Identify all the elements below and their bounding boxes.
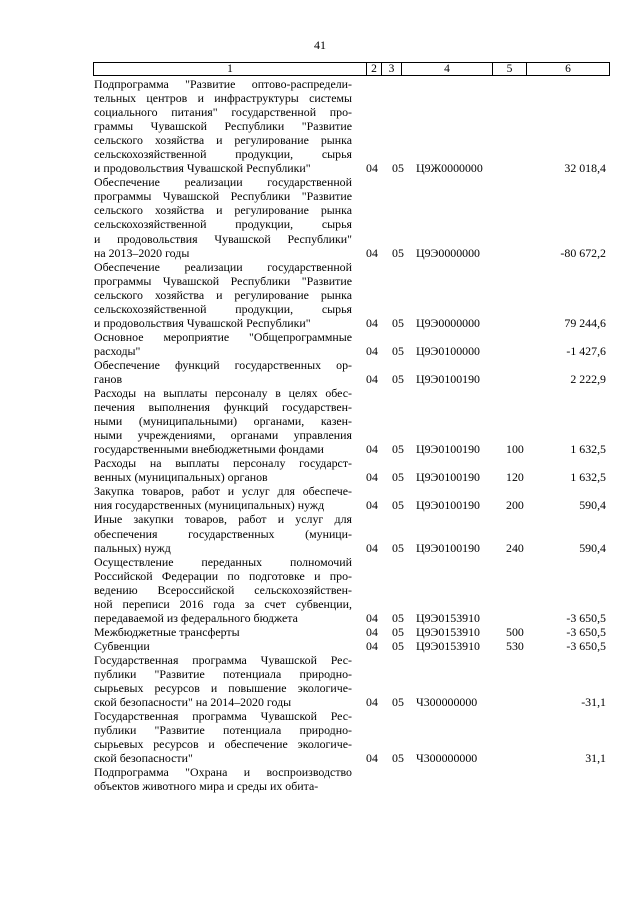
table-row [94, 358, 614, 386]
subsection-code: 05 [392, 751, 404, 766]
description-line: публики "Развитие потенциала природно- [94, 723, 352, 738]
target-article-code: Ц9Э0000000 [416, 245, 480, 260]
expense-type-code: 500 [506, 624, 524, 639]
amount: -1 427,6 [566, 343, 606, 358]
column-header-3: 3 [382, 63, 402, 76]
column-header-row [93, 62, 610, 76]
section-code: 04 [366, 371, 378, 386]
description-line: Закупка товаров, работ и услуг для обеспече- [94, 484, 352, 499]
description-line: сельскохозяйственной продукции, сырья [94, 301, 352, 316]
description-line: ганов [94, 371, 123, 386]
description-line: Субвенции [94, 638, 150, 653]
table-row [94, 77, 614, 175]
description-line: Обеспечение реализации государственной [94, 259, 352, 274]
description-line: Основное мероприятие "Общепрограммные [94, 329, 352, 344]
row-description [94, 512, 352, 554]
section-code: 04 [366, 610, 378, 625]
target-article-code: Ц9Э0100190 [416, 540, 480, 555]
subsection-code: 05 [392, 638, 404, 653]
table-row [94, 512, 614, 554]
subsection-code: 05 [392, 442, 404, 457]
column-header-5: 5 [493, 63, 527, 76]
table-row [94, 456, 614, 484]
table-row [94, 175, 614, 259]
subsection-code: 05 [392, 695, 404, 710]
expense-type-code: 200 [506, 498, 524, 513]
subsection-code: 05 [392, 343, 404, 358]
description-line: сырьевых ресурсов и обеспечение экологиче- [94, 737, 352, 752]
section-code: 04 [366, 638, 378, 653]
amount: -3 650,5 [566, 624, 606, 639]
description-line: ной переписи 2016 года за счет субвенции, [94, 596, 352, 611]
table-row [94, 386, 614, 456]
row-description [94, 709, 352, 765]
target-article-code: Ц9Э0000000 [416, 315, 480, 330]
row-description [94, 484, 352, 512]
description-line: тельных центров и инфраструктуры системы [94, 91, 352, 106]
description-line: публики "Развитие потенциала природно- [94, 666, 352, 681]
section-code: 04 [366, 343, 378, 358]
subsection-code: 05 [392, 161, 404, 176]
target-article-code: Ц9Ж0000000 [416, 161, 483, 176]
description-line: Подпрограмма "Развитие оптово-распредели- [94, 77, 352, 91]
description-line: сельского хозяйства и регулирование рынка [94, 287, 352, 302]
section-code: 04 [366, 442, 378, 457]
target-article-code: Ч300000000 [416, 695, 478, 710]
description-line: ской безопасности" на 2014–2020 годы [94, 695, 292, 710]
description-line: и продовольствия Чувашской Республики" [94, 231, 352, 246]
description-line: сельскохозяйственной продукции, сырья [94, 217, 352, 232]
expense-type-code: 100 [506, 442, 524, 457]
table-row [94, 639, 614, 653]
amount: 1 632,5 [570, 470, 606, 485]
amount: 79 244,6 [564, 315, 606, 330]
row-description [94, 358, 352, 386]
row-description [94, 330, 352, 358]
description-line: ния государственных (муниципальных) нужд [94, 498, 325, 513]
section-code: 04 [366, 245, 378, 260]
column-header-4: 4 [402, 63, 493, 76]
description-line: Иные закупки товаров, работ и услуг для [94, 512, 352, 527]
section-code: 04 [366, 695, 378, 710]
budget-table-body [94, 77, 614, 793]
description-line: сырьевых ресурсов и повышение экологиче- [94, 681, 352, 696]
table-row [94, 765, 614, 793]
subsection-code: 05 [392, 624, 404, 639]
description-line: расходы" [94, 343, 141, 358]
target-article-code: Ц9Э0153910 [416, 610, 480, 625]
section-code: 04 [366, 470, 378, 485]
table-row [94, 484, 614, 512]
row-description [94, 653, 352, 709]
amount: -80 672,2 [560, 245, 606, 260]
target-article-code: Ч300000000 [416, 751, 478, 766]
expense-type-code: 120 [506, 470, 524, 485]
page-number: 41 [314, 38, 326, 52]
section-code: 04 [366, 751, 378, 766]
description-line: программы Чувашской Республики "Развитие [94, 189, 352, 204]
amount: 32 018,4 [564, 161, 606, 176]
description-line: Расходы на выплаты персоналу в целях обес- [94, 386, 352, 401]
description-line: ской безопасности" [94, 751, 193, 766]
target-article-code: Ц9Э0153910 [416, 624, 480, 639]
subsection-code: 05 [392, 315, 404, 330]
description-line: сельского хозяйства и регулирование рынка [94, 133, 352, 148]
section-code: 04 [366, 624, 378, 639]
table-row [94, 555, 614, 625]
row-description [94, 456, 352, 484]
row-description [94, 555, 352, 625]
description-line: и продовольствия Чувашской Республики" [94, 315, 311, 330]
amount: 1 632,5 [570, 442, 606, 457]
table-row [94, 260, 614, 330]
description-line: Расходы на выплаты персоналу государст- [94, 456, 352, 471]
expense-type-code: 530 [506, 638, 524, 653]
description-line: ными учреждениями, органами управления [94, 428, 352, 443]
amount: -3 650,5 [566, 610, 606, 625]
section-code: 04 [366, 315, 378, 330]
row-description [94, 625, 352, 639]
column-header-1: 1 [94, 63, 367, 76]
target-article-code: Ц9Э0100000 [416, 343, 480, 358]
amount: -31,1 [581, 695, 606, 710]
row-description [94, 765, 352, 793]
section-code: 04 [366, 498, 378, 513]
description-line: Осуществление переданных полномочий [94, 554, 352, 569]
table-row [94, 625, 614, 639]
description-line: пальных) нужд [94, 540, 171, 555]
description-line: Обеспечение реализации государственной [94, 175, 352, 190]
row-description [94, 260, 352, 330]
description-line: Государственная программа Чувашской Рес- [94, 709, 352, 724]
column-header-2: 2 [367, 63, 382, 76]
description-line: социального питания" государственной про- [94, 105, 352, 120]
description-line: венных (муниципальных) органов [94, 470, 268, 485]
subsection-code: 05 [392, 470, 404, 485]
amount: 2 222,9 [570, 371, 606, 386]
description-line: обеспечения государственных (муници- [94, 526, 352, 541]
row-description [94, 175, 352, 259]
row-description [94, 386, 352, 456]
description-line: ными (муниципальными) органами, казен- [94, 414, 352, 429]
target-article-code: Ц9Э0100190 [416, 371, 480, 386]
description-line: печения выполнения функций государствен- [94, 400, 352, 415]
table-row [94, 709, 614, 765]
amount: 590,4 [579, 498, 606, 513]
description-line: граммы Чувашской Республики "Развитие [94, 119, 352, 134]
expense-type-code: 240 [506, 540, 524, 555]
description-line: на 2013–2020 годы [94, 245, 190, 260]
target-article-code: Ц9Э0100190 [416, 498, 480, 513]
target-article-code: Ц9Э0153910 [416, 638, 480, 653]
table-row [94, 330, 614, 358]
amount: 31,1 [585, 751, 606, 766]
description-line: сельскохозяйственной продукции, сырья [94, 147, 352, 162]
description-line: и продовольствия Чувашской Республики" [94, 161, 311, 176]
section-code: 04 [366, 161, 378, 176]
description-line: Обеспечение функций государственных ор- [94, 357, 352, 372]
section-code: 04 [366, 540, 378, 555]
subsection-code: 05 [392, 245, 404, 260]
description-line: программы Чувашской Республики "Развитие [94, 273, 352, 288]
description-line: передаваемой из федерального бюджета [94, 610, 298, 625]
description-line: Российской Федерации по подготовке и про- [94, 568, 352, 583]
subsection-code: 05 [392, 610, 404, 625]
amount: 590,4 [579, 540, 606, 555]
subsection-code: 05 [392, 498, 404, 513]
description-line: государственными внебюджетными фондами [94, 442, 324, 457]
description-line: Межбюджетные трансферты [94, 624, 240, 639]
description-line: ведению Всероссийской сельскохозяйствен- [94, 582, 352, 597]
table-row [94, 653, 614, 709]
row-description [94, 639, 352, 653]
target-article-code: Ц9Э0100190 [416, 470, 480, 485]
target-article-code: Ц9Э0100190 [416, 442, 480, 457]
subsection-code: 05 [392, 540, 404, 555]
description-line: Подпрограмма "Охрана и воспроизводство [94, 765, 352, 780]
description-line: сельского хозяйства и регулирование рынка [94, 203, 352, 218]
description-line: Государственная программа Чувашской Рес- [94, 652, 352, 667]
row-description [94, 77, 352, 175]
subsection-code: 05 [392, 371, 404, 386]
description-line: объектов животного мира и среды их обита- [94, 779, 319, 794]
amount: -3 650,5 [566, 638, 606, 653]
column-header-6: 6 [527, 63, 610, 76]
